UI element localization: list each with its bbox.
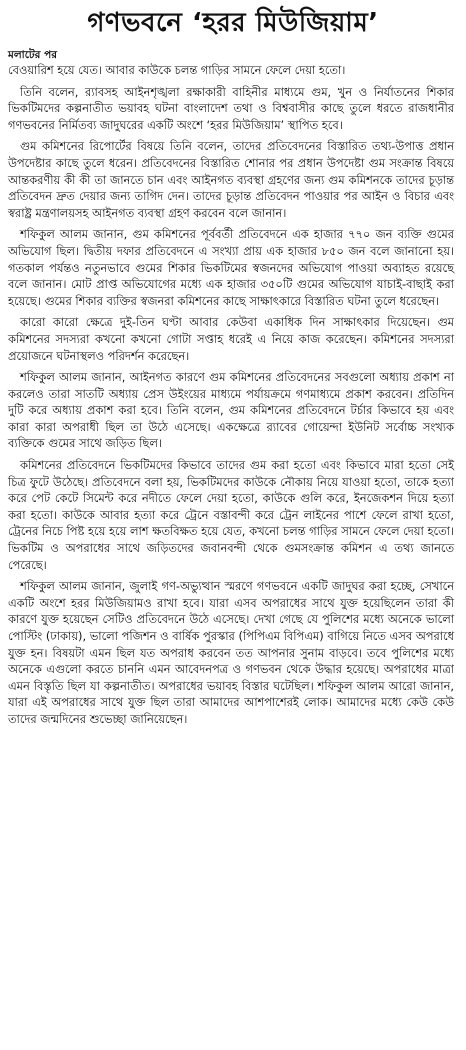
article-body bbox=[0, 48, 466, 728]
paragraph: শফিকুল আলম জানান, জুলাই গণ-অভ্যুত্থান স্মরণে গণভবনে একটি জাদুঘর করা হচ্ছে, সেখানে একটি অংশে হরর মিউজিয়ামও রাখা হবে। যারা এসব অপরাধের সাথে যুক্ত হয়েছিলেন তারা কী কারণে যুক্ত হয়েছেন সেটিও প্রতিবেদনে উঠে এসেছে। দেখা গেছে যে পুলিশের মধ্যে অনেকে ভালো পোস্টিং (ঢাকায়), ভালো পজিশন ও বার্ষিক পুরস্কার (পিপিএম বিপিএম) বাগিয়ে নিতে এসব অপরাধে যুক্ত হন। বিষয়টা এমন ছিল যত অপরাধ করবেন তত আপনার সুনাম বাড়বে। তবে পুলিশের মধ্যে অনেকে এগুলো করতে চাননি এমন আবেদনপত্র ও গণভবন থেকে উদ্ধার হয়েছে। অপরাধের মাত্রা এমন বিস্তৃতি ছিল যা কল্পনাতীত। অপরাধের ভয়াবহ বিস্তার ঘটেছিল। শফিকুল আলম আরো জানান, যারা এই অপরাধের সাথে যুক্ত ছিল তারা আমাদের আশপাশেরই লোক। আমাদের মধ্যে কেউ কেউ তাদের জন্মদিনের শুভেচ্ছা জানিয়েছেন। bbox=[8, 579, 454, 726]
paragraph: গুম কমিশনের রিপোর্টের বিষয়ে তিনি বলেন, তাদের প্রতিবেদনের বিস্তারিত তথ্য-উপাত্ত প্রধান উপদেষ্টার কাছে তুলে ধরেন। প্রতিবেদনের বিস্তারিত শোনার পর প্রধান উপদেষ্টা গুম সংক্রান্ত বিষয়ে আন্তকরণীয় কী কী তা জানতে চান এবং আইনগত ব্যবস্থা গ্রহণের জন্য গুম কমিশনকে তাদের চূড়ান্ত প্রতিবেদন দ্রুত দেয়ার জন্য তাগিদ দেন। তাদের চূড়ান্ত প্রতিবেদন পাওয়ার পর আইন ও বিচার এবং স্বরাষ্ট্র মন্ত্রণালয়সহ আইনগত ব্যবস্থা গ্রহণ করবেন বলে জানান। bbox=[8, 139, 454, 220]
paragraph: শফিকুল আলম জানান, আইনগত কারণে গুম কমিশনের প্রতিবেদনের সবগুলো অধ্যায় প্রকাশ না করলেও তারা সাতটি অধ্যায় প্রেস উইংয়ের মাধ্যমে পর্যায়ক্রমে গণমাধ্যমে প্রকাশ করবেন। প্রতিদিন দুটি করে অধ্যায় প্রকাশ করা হবে। তিনি বলেন, গুম কমিশনের প্রতিবেদনে টর্চার কিভাবে হয় এবং কারা কারা অপরাধী ছিল তা উঠে এসেছে। একক্ষেত্রে র‌্যাবের গোয়েন্দা ইউনিট সর্বোচ্চ সংখ্যক ব্যক্তিকে গুমের সাথে জড়িত ছিল। bbox=[8, 370, 454, 451]
paragraph: কমিশনের প্রতিবেদনে ভিকটিমদের কিভাবে তাদের গুম করা হতো এবং কিভাবে মারা হতো সেই চিত্র ফুটে উঠেছে। প্রতিবেদনে বলা হয়, ভিকটিমদের কাউকে নৌকায় নিয়ে যাওয়া হতো, তাকে হত্যা করে পেট কেটে সিমেন্ট করে নদীতে ফেলে দেয়া হতো, কাউকে গুলি করে, ইনজেকশন দিয়ে হত্যা করা হতো। কাউকে আবার হত্যা করে ট্রেনে বস্তাবন্দী করে ট্রেন লাইনের পাশে ফেলে রাখা হতো, ট্রেনের নিচে পিষ্ট হয়ে হয়ে লাশ ক্ষতবিক্ষত হয়ে যেত, কখনো চলন্ত গাড়ির সামনে ফেলে দেয়া হতো। ভিকটিম ও অপরাধের সাথে জড়িতদের জবানবন্দী থেকে গুমসংক্রান্ত কমিশন এ তথ্য জানতে পেরেছে। bbox=[8, 458, 454, 572]
headline: গণভবনে ‘হরর মিউজিয়াম’ bbox=[87, 8, 379, 38]
paragraph: তিনি বলেন, র‌্যাবসহ আইনশৃঙ্খলা রক্ষাকারী বাহিনীর মাধ্যমে গুম, খুন ও নির্যাতনের শিকার ভিকটিমদের কল্পনাতীত ভয়াবহ ঘটনা বাংলাদেশ তথা ও বিশ্ববাসীর কাছে তুলে ধরতে রাজধানীর গণভবনের নির্মিতব্য জাদুঘরের একটি অংশে ‘হরর মিউজিয়াম’ স্থাপিত হবে। bbox=[8, 84, 454, 132]
continuation-label: মলাটের পর bbox=[8, 49, 57, 61]
paragraph: কারো কারো ক্ষেত্রে দুই-তিন ঘণ্টা আবার কেউবা একাধিক দিন সাক্ষাৎকার দিয়েছেন। গুম কমিশনের সদস্যরা কখনো কখনো গোটা সপ্তাহ ধরেই এ নিয়ে কাজ করেছেন। কমিশনের সদস্যরা প্রয়োজনে ঘটনাস্থলও পরিদর্শন করেছেন। bbox=[8, 315, 454, 363]
paragraph: শফিকুল আলম জানান, গুম কমিশনের পূর্ববর্তী প্রতিবেদনে এক হাজার ৭৭০ জন ব্যক্তি গুমের অভিযোগ ছিল। দ্বিতীয় দফার প্রতিবেদনে এ সংখ্যা প্রায় এক হাজার ৮৫০ জন বলে জানানো হয়। গতকাল পর্যন্তও নতুনভাবে গুমের শিকার ভিকটিমের স্বজনদের অভিযোগ পাওয়া অব্যাহত রয়েছে বলে জানান। মোট প্রাপ্ত অভিযোগের মধ্যে এক হাজার ৩৫০টি গুমের অভিযোগ যাচাই-বাছাই করা হয়েছে। গুমের শিকার ব্যক্তির স্বজনরা কমিশনের কাছে সাক্ষাৎকারে বিস্তারিত ঘটনা তুলে ধরেছেন। bbox=[8, 227, 454, 308]
paragraph: বেওয়ারিশ হয়ে যেত। আবার কাউকে চলন্ত গাড়ির সামনে ফেলে দেয়া হতো। bbox=[8, 63, 346, 77]
